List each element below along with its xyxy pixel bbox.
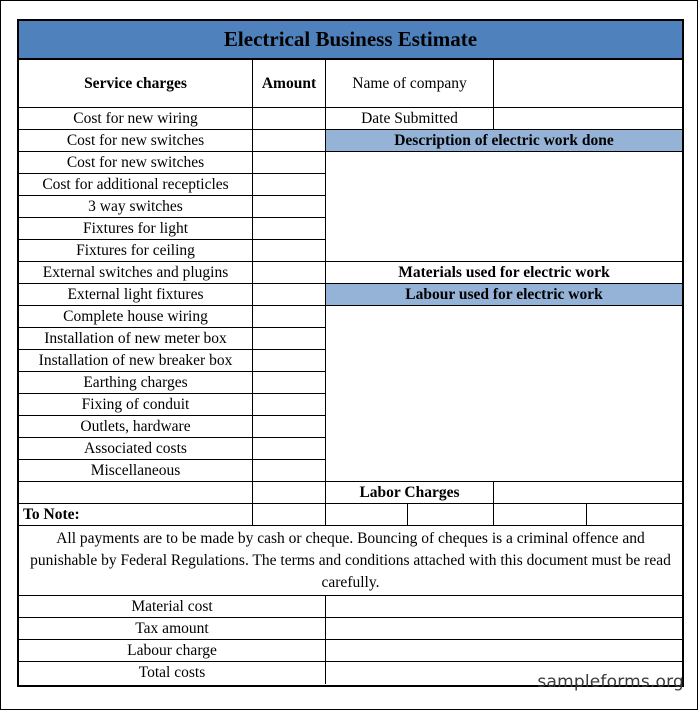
service-item: Cost for new switches (19, 130, 253, 152)
total-item-field[interactable] (326, 640, 682, 662)
service-amount-field[interactable] (253, 174, 326, 196)
amount-header: Amount (253, 60, 326, 108)
service-amount-field[interactable] (253, 196, 326, 218)
company-name-label: Name of company (326, 60, 494, 108)
note-cell-4[interactable] (494, 504, 587, 526)
service-amount-field[interactable] (253, 394, 326, 416)
payment-terms-text: All payments are to be made by cash or cheque. Bouncing of cheques is a criminal offence and punishable by Federal Regulations. The terms and conditions attached with this document must be read carefully. (19, 526, 682, 596)
service-amount-field[interactable] (253, 130, 326, 152)
total-item-label: Tax amount (19, 618, 326, 640)
service-item: Fixtures for ceiling (19, 240, 253, 262)
description-field[interactable] (326, 152, 682, 262)
service-item: Cost for additional recepticles (19, 174, 253, 196)
labor-charges-label: Labor Charges (326, 482, 494, 504)
note-label: To Note: (19, 504, 253, 526)
service-amount-field[interactable] (253, 328, 326, 350)
note-cell-3[interactable] (408, 504, 494, 526)
total-item-label: Labour charge (19, 640, 326, 662)
labour-section-header: Labour used for electric work (326, 284, 682, 306)
date-submitted-field[interactable] (494, 108, 682, 130)
service-charges-header: Service charges (19, 60, 253, 108)
note-cell-2[interactable] (326, 504, 408, 526)
service-item: Fixtures for light (19, 218, 253, 240)
date-submitted-label: Date Submitted (326, 108, 494, 130)
service-amount-field[interactable] (253, 218, 326, 240)
service-item: Associated costs (19, 438, 253, 460)
total-item-field[interactable] (326, 618, 682, 640)
note-cell-5[interactable] (587, 504, 682, 526)
service-amount-field[interactable] (253, 460, 326, 482)
blank-service-cell[interactable] (19, 482, 253, 504)
service-item: External switches and plugins (19, 262, 253, 284)
service-item: Miscellaneous (19, 460, 253, 482)
materials-section-header: Materials used for electric work (326, 262, 682, 284)
service-amount-field[interactable] (253, 350, 326, 372)
service-item: External light fixtures (19, 284, 253, 306)
service-amount-field[interactable] (253, 152, 326, 174)
service-amount-field[interactable] (253, 306, 326, 328)
watermark: sampleforms.org (537, 672, 684, 692)
service-item: Cost for new switches (19, 152, 253, 174)
service-amount-field[interactable] (253, 262, 326, 284)
total-item-label: Material cost (19, 596, 326, 618)
service-item: Fixing of conduit (19, 394, 253, 416)
note-cell-1[interactable] (253, 504, 326, 526)
labour-field[interactable] (326, 306, 682, 482)
description-section-header: Description of electric work done (326, 130, 682, 152)
service-amount-field[interactable] (253, 240, 326, 262)
service-item: Cost for new wiring (19, 108, 253, 130)
total-item-label: Total costs (19, 662, 326, 684)
service-amount-field[interactable] (253, 372, 326, 394)
company-name-field[interactable] (494, 60, 682, 108)
service-amount-field[interactable] (253, 284, 326, 306)
service-item: Installation of new meter box (19, 328, 253, 350)
service-amount-field[interactable] (253, 416, 326, 438)
service-item: Installation of new breaker box (19, 350, 253, 372)
blank-amount-cell[interactable] (253, 482, 326, 504)
service-item: Outlets, hardware (19, 416, 253, 438)
service-item: Complete house wiring (19, 306, 253, 328)
service-item: 3 way switches (19, 196, 253, 218)
labor-charges-field[interactable] (494, 482, 682, 504)
service-amount-field[interactable] (253, 108, 326, 130)
estimate-form (17, 19, 684, 687)
form-title: Electrical Business Estimate (19, 21, 682, 60)
service-item: Earthing charges (19, 372, 253, 394)
total-item-field[interactable] (326, 596, 682, 618)
service-amount-field[interactable] (253, 438, 326, 460)
